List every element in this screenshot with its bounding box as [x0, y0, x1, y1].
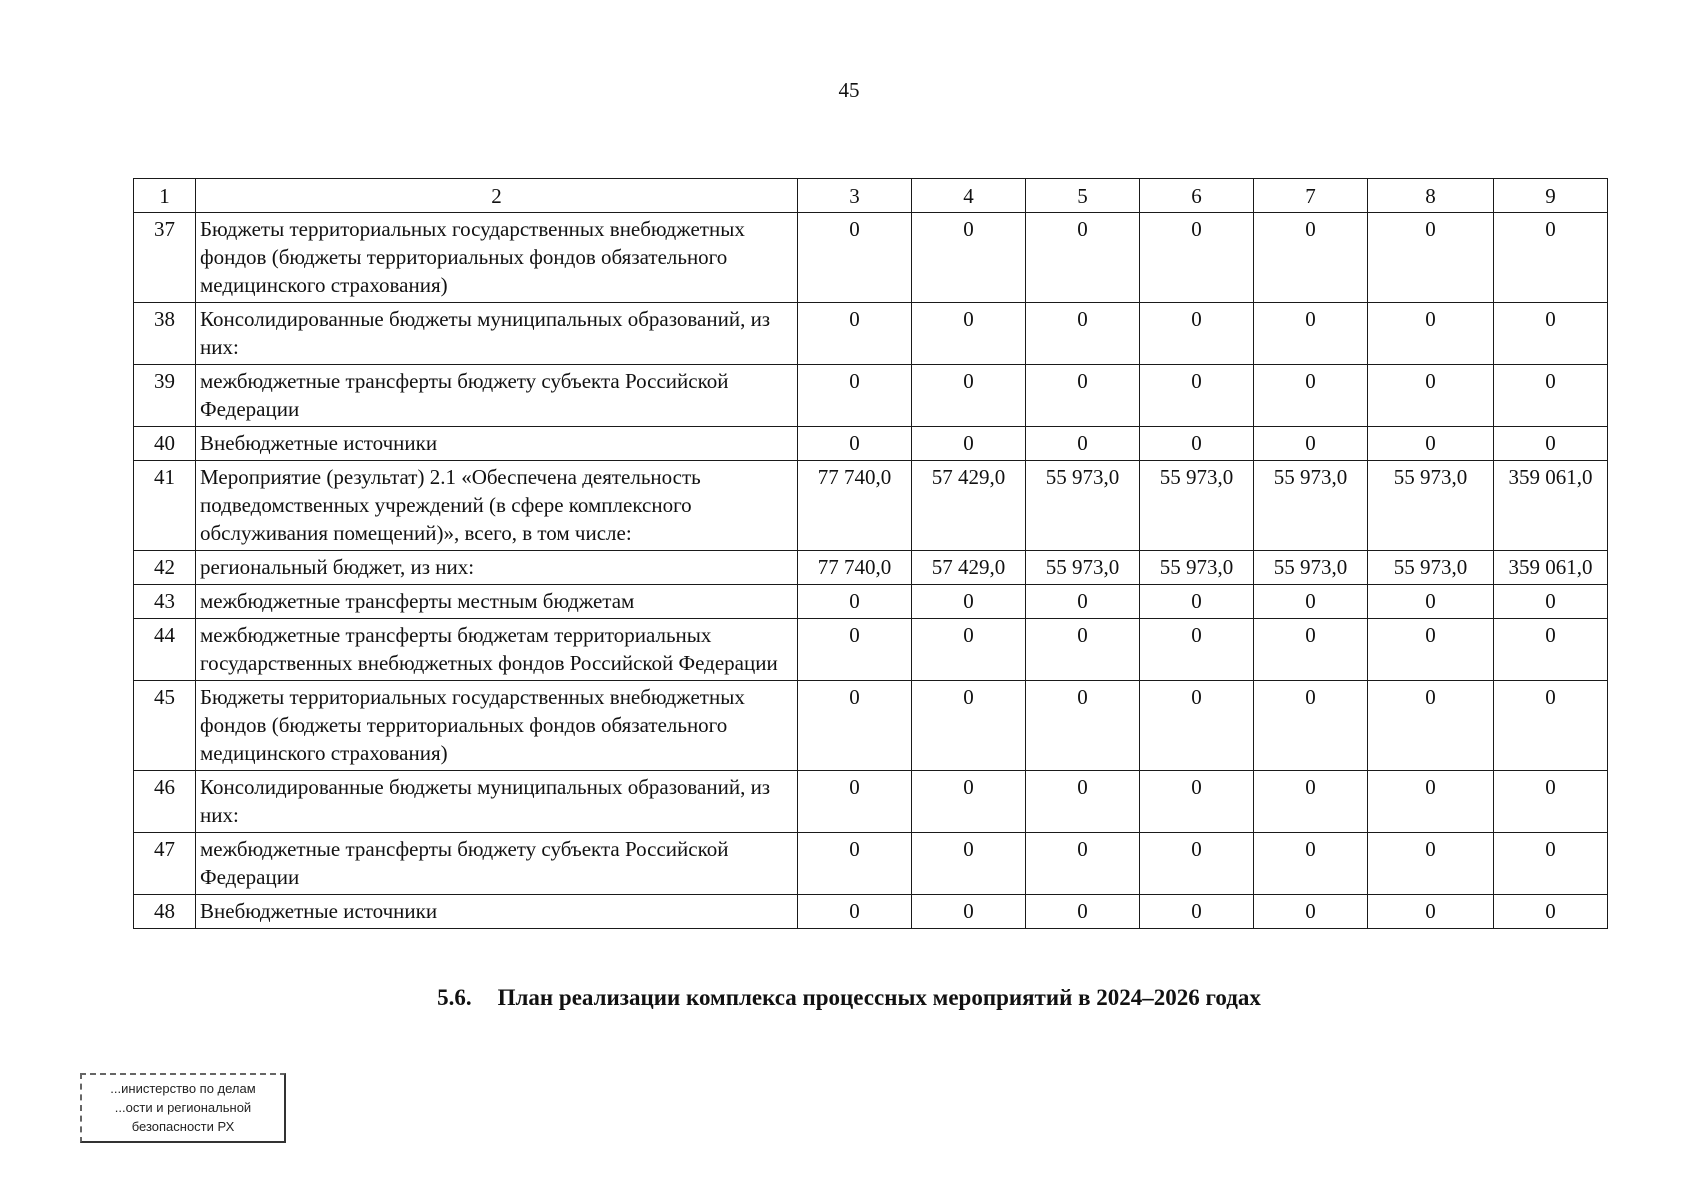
- row-value: 0: [1026, 681, 1140, 771]
- row-value: 55 973,0: [1026, 551, 1140, 585]
- row-value: 0: [1140, 427, 1254, 461]
- row-value: 0: [1494, 213, 1608, 303]
- row-number: 39: [134, 365, 196, 427]
- row-value: 0: [1026, 895, 1140, 929]
- row-number: 38: [134, 303, 196, 365]
- row-value: 0: [1026, 771, 1140, 833]
- row-value: 0: [1494, 771, 1608, 833]
- row-number: 48: [134, 895, 196, 929]
- row-value: 77 740,0: [798, 461, 912, 551]
- row-value: 0: [1140, 585, 1254, 619]
- ministry-stamp: [80, 1073, 286, 1143]
- row-value: 0: [912, 681, 1026, 771]
- table-row: [134, 681, 1608, 771]
- table-row: [134, 427, 1608, 461]
- row-name: Внебюджетные источники: [196, 895, 798, 929]
- table-row: [134, 365, 1608, 427]
- row-value: 0: [912, 303, 1026, 365]
- row-value: 0: [1026, 303, 1140, 365]
- row-value: 0: [798, 427, 912, 461]
- section-number: 5.6.: [437, 985, 472, 1010]
- row-value: 0: [1254, 427, 1368, 461]
- row-name: Консолидированные бюджеты муниципальных образований, из них:: [196, 771, 798, 833]
- row-number: 40: [134, 427, 196, 461]
- row-value: 0: [1140, 833, 1254, 895]
- row-value: 0: [1368, 365, 1494, 427]
- row-value: 0: [1368, 895, 1494, 929]
- row-value: 0: [912, 771, 1026, 833]
- table-row: [134, 551, 1608, 585]
- row-name: Консолидированные бюджеты муниципальных образований, из них:: [196, 303, 798, 365]
- stamp-line: ...ости и региональной: [114, 1100, 252, 1115]
- table-row: [134, 771, 1608, 833]
- row-value: 0: [1026, 213, 1140, 303]
- row-name: межбюджетные трансферты местным бюджетам: [196, 585, 798, 619]
- row-value: 55 973,0: [1140, 551, 1254, 585]
- column-header: 5: [1026, 179, 1140, 213]
- row-value: 0: [1254, 365, 1368, 427]
- table-row: [134, 833, 1608, 895]
- row-value: 0: [798, 771, 912, 833]
- row-number: 42: [134, 551, 196, 585]
- row-value: 0: [1140, 681, 1254, 771]
- row-value: 0: [1026, 619, 1140, 681]
- stamp-line: ...инистерство по делам: [110, 1081, 256, 1096]
- row-value: 0: [1494, 833, 1608, 895]
- section-title: План реализации комплекса процессных мероприятий в 2024–2026 годах: [497, 985, 1261, 1010]
- table-row: [134, 303, 1608, 365]
- row-value: 0: [1254, 681, 1368, 771]
- row-value: 0: [912, 365, 1026, 427]
- column-header: 7: [1254, 179, 1368, 213]
- row-name: Бюджеты территориальных государственных внебюджетных фондов (бюджеты территориальных фондов обязательного медицинского страхования): [196, 681, 798, 771]
- column-header: 6: [1140, 179, 1254, 213]
- row-value: 0: [1494, 303, 1608, 365]
- row-value: 0: [798, 585, 912, 619]
- row-value: 0: [1494, 895, 1608, 929]
- row-value: 0: [1368, 303, 1494, 365]
- row-value: 0: [912, 585, 1026, 619]
- row-value: 0: [1026, 833, 1140, 895]
- column-header: 1: [134, 179, 196, 213]
- row-value: 0: [1254, 585, 1368, 619]
- table-row: [134, 461, 1608, 551]
- row-name: межбюджетные трансферты бюджету субъекта Российской Федерации: [196, 833, 798, 895]
- row-value: 0: [1026, 585, 1140, 619]
- row-value: 57 429,0: [912, 551, 1026, 585]
- row-number: 46: [134, 771, 196, 833]
- row-value: 0: [1254, 619, 1368, 681]
- table-row: [134, 895, 1608, 929]
- row-name: межбюджетные трансферты бюджетам территориальных государственных внебюджетных фондов Российской Федерации: [196, 619, 798, 681]
- row-number: 44: [134, 619, 196, 681]
- row-value: 55 973,0: [1368, 461, 1494, 551]
- row-value: 0: [1494, 585, 1608, 619]
- row-name: Бюджеты территориальных государственных внебюджетных фондов (бюджеты территориальных фондов обязательного медицинского страхования): [196, 213, 798, 303]
- row-value: 0: [912, 427, 1026, 461]
- row-value: 55 973,0: [1368, 551, 1494, 585]
- table-header-row: [134, 179, 1608, 213]
- row-value: 0: [1254, 833, 1368, 895]
- row-value: 0: [1254, 895, 1368, 929]
- row-value: 0: [912, 619, 1026, 681]
- row-value: 0: [1368, 833, 1494, 895]
- budget-table: [133, 178, 1608, 929]
- row-value: 0: [912, 895, 1026, 929]
- row-number: 47: [134, 833, 196, 895]
- column-header: 2: [196, 179, 798, 213]
- row-value: 0: [1140, 771, 1254, 833]
- row-value: 0: [798, 681, 912, 771]
- section-heading: [0, 985, 1698, 1011]
- row-value: 0: [912, 213, 1026, 303]
- row-value: 0: [1140, 365, 1254, 427]
- stamp-line: безопасности РХ: [131, 1119, 235, 1134]
- row-number: 45: [134, 681, 196, 771]
- column-header: 9: [1494, 179, 1608, 213]
- row-value: 0: [1140, 303, 1254, 365]
- row-name: Мероприятие (результат) 2.1 «Обеспечена деятельность подведомственных учреждений (в сфере комплексного обслуживания помещений)», всего, в том числе:: [196, 461, 798, 551]
- row-value: 0: [798, 895, 912, 929]
- row-value: 0: [798, 213, 912, 303]
- table-row: [134, 585, 1608, 619]
- row-value: 55 973,0: [1254, 461, 1368, 551]
- row-value: 0: [1026, 365, 1140, 427]
- row-value: 0: [1140, 213, 1254, 303]
- row-name: межбюджетные трансферты бюджету субъекта Российской Федерации: [196, 365, 798, 427]
- row-value: 0: [798, 303, 912, 365]
- row-value: 0: [912, 833, 1026, 895]
- row-value: 0: [1494, 427, 1608, 461]
- row-value: 0: [1494, 681, 1608, 771]
- row-value: 0: [1254, 213, 1368, 303]
- row-value: 0: [1368, 619, 1494, 681]
- column-header: 4: [912, 179, 1026, 213]
- page-number: 45: [838, 78, 860, 102]
- row-value: 0: [1368, 681, 1494, 771]
- row-value: 359 061,0: [1494, 461, 1608, 551]
- row-value: 0: [1494, 365, 1608, 427]
- column-header: 8: [1368, 179, 1494, 213]
- row-value: 55 973,0: [1026, 461, 1140, 551]
- row-value: 0: [1368, 213, 1494, 303]
- row-value: 0: [1254, 771, 1368, 833]
- row-value: 0: [1368, 585, 1494, 619]
- row-value: 57 429,0: [912, 461, 1026, 551]
- row-value: 0: [1026, 427, 1140, 461]
- row-value: 0: [798, 619, 912, 681]
- table-row: [134, 619, 1608, 681]
- row-value: 0: [1368, 771, 1494, 833]
- row-value: 0: [1368, 427, 1494, 461]
- row-value: 359 061,0: [1494, 551, 1608, 585]
- row-value: 0: [1140, 619, 1254, 681]
- row-value: 0: [798, 365, 912, 427]
- row-number: 37: [134, 213, 196, 303]
- row-value: 0: [1494, 619, 1608, 681]
- row-value: 0: [1140, 895, 1254, 929]
- row-number: 43: [134, 585, 196, 619]
- row-name: региональный бюджет, из них:: [196, 551, 798, 585]
- row-number: 41: [134, 461, 196, 551]
- row-value: 0: [1254, 303, 1368, 365]
- row-value: 77 740,0: [798, 551, 912, 585]
- row-value: 55 973,0: [1254, 551, 1368, 585]
- row-value: 0: [798, 833, 912, 895]
- table-row: [134, 213, 1608, 303]
- column-header: 3: [798, 179, 912, 213]
- row-name: Внебюджетные источники: [196, 427, 798, 461]
- row-value: 55 973,0: [1140, 461, 1254, 551]
